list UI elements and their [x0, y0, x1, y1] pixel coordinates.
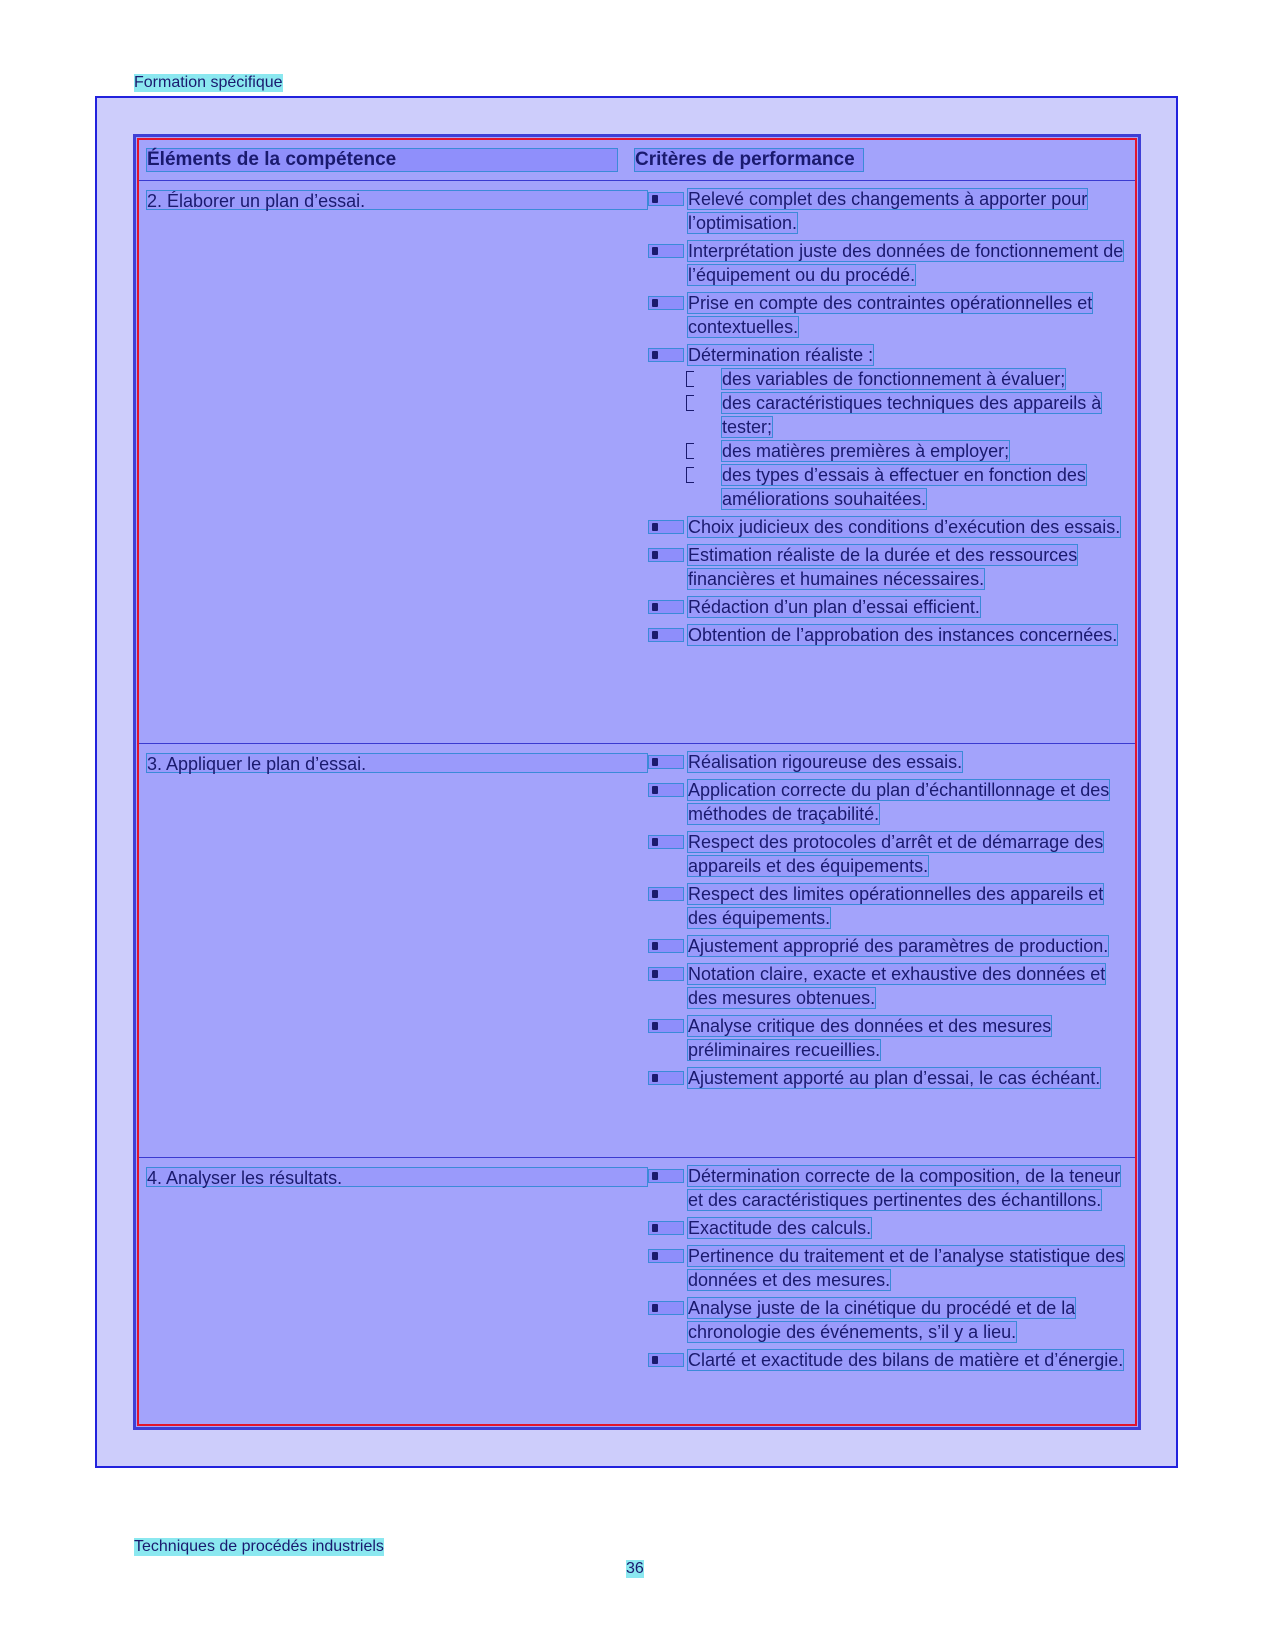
bullet-icon [648, 348, 684, 362]
criterion-item: Interprétation juste des données de fonctionnement de l’équipement ou du procédé. [648, 239, 1128, 287]
row-divider [139, 743, 1135, 744]
criterion-item: Réalisation rigoureuse des essais. [648, 750, 1128, 774]
bullet-icon [648, 967, 684, 981]
criterion-item: Respect des limites opérationnelles des appareils et des équipements. [648, 882, 1128, 930]
criterion-item: Prise en compte des contraintes opérationnelles et contextuelles. [648, 291, 1128, 339]
criterion-item: Ajustement apporté au plan d’essai, le cas échéant. [648, 1066, 1128, 1090]
column-header-criteria: Critères de performance [634, 148, 864, 172]
row-divider [139, 1157, 1135, 1158]
bullet-icon [648, 755, 684, 769]
bullet-icon [648, 296, 684, 310]
sub-criterion: des variables de fonctionnement à évaluer; [686, 367, 1128, 391]
bullet-icon [648, 1221, 684, 1235]
bullet-icon [648, 1301, 684, 1315]
competence-element: 4. Analyser les résultats. [146, 1167, 648, 1187]
bullet-icon [648, 548, 684, 562]
sub-bullet-icon [686, 467, 694, 483]
criterion-item: Clarté et exactitude des bilans de matière et d’énergie. [648, 1348, 1128, 1372]
criterion-item: Application correcte du plan d’échantillonnage et des méthodes de traçabilité. [648, 778, 1128, 826]
sub-bullet-icon [686, 395, 694, 411]
sub-bullet-icon [686, 371, 694, 387]
bullet-icon [648, 783, 684, 797]
criterion-item: Analyse juste de la cinétique du procédé et de la chronologie des événements, s’il y a lieu. [648, 1296, 1128, 1344]
running-header: Formation spécifique [134, 74, 283, 91]
bullet-icon [648, 887, 684, 901]
criteria-list [648, 1164, 1128, 1376]
criterion-item: Choix judicieux des conditions d’exécution des essais. [648, 515, 1128, 539]
criterion-item: Analyse critique des données et des mesures préliminaires recueillies. [648, 1014, 1128, 1062]
page-number: 36 [626, 1560, 644, 1577]
competence-element: 3. Appliquer le plan d’essai. [146, 753, 648, 773]
sub-criterion: des caractéristiques techniques des appareils à tester; [686, 391, 1128, 439]
sub-criterion: des matières premières à employer; [686, 439, 1128, 463]
sub-criterion: des types d’essais à effectuer en fonction des améliorations souhaitées. [686, 463, 1128, 511]
criterion-item: Notation claire, exacte et exhaustive des données et des mesures obtenues. [648, 962, 1128, 1010]
criterion-item: Relevé complet des changements à apporter pour l’optimisation. [648, 187, 1128, 235]
criterion-item: Estimation réaliste de la durée et des ressources financières et humaines nécessaires. [648, 543, 1128, 591]
criteria-list [648, 187, 1128, 651]
bullet-icon [648, 628, 684, 642]
column-header-elements: Éléments de la compétence [146, 148, 618, 172]
footer-program-name: Techniques de procédés industriels [134, 1538, 384, 1555]
bullet-icon [648, 244, 684, 258]
bullet-icon [648, 600, 684, 614]
bullet-icon [648, 1169, 684, 1183]
criterion-item: Obtention de l’approbation des instances concernées. [648, 623, 1128, 647]
sub-bullet-icon [686, 443, 694, 459]
bullet-icon [648, 1019, 684, 1033]
criteria-list [648, 750, 1128, 1094]
criterion-item: Détermination correcte de la composition, de la teneur et des caractéristiques pertinentes des échantillons. [648, 1164, 1128, 1212]
criterion-item: Exactitude des calculs. [648, 1216, 1128, 1240]
criterion-item: Respect des protocoles d’arrêt et de démarrage des appareils et des équipements. [648, 830, 1128, 878]
criterion-item: Détermination réaliste : des variables de fonctionnement à évaluer; des caractéristiques techniques des appareils à tester; des matières premières à employer; des types d’essais à effectuer en fonction des améliorations souhaitées. [648, 343, 1128, 511]
criterion-item: Pertinence du traitement et de l’analyse statistique des données et des mesures. [648, 1244, 1128, 1292]
bullet-icon [648, 1353, 684, 1367]
bullet-icon [648, 192, 684, 206]
competence-element: 2. Élaborer un plan d’essai. [146, 190, 648, 210]
criterion-item: Ajustement approprié des paramètres de production. [648, 934, 1128, 958]
criterion-item: Rédaction d’un plan d’essai efficient. [648, 595, 1128, 619]
header-divider [139, 180, 1135, 181]
bullet-icon [648, 1249, 684, 1263]
bullet-icon [648, 520, 684, 534]
bullet-icon [648, 1071, 684, 1085]
bullet-icon [648, 835, 684, 849]
bullet-icon [648, 939, 684, 953]
